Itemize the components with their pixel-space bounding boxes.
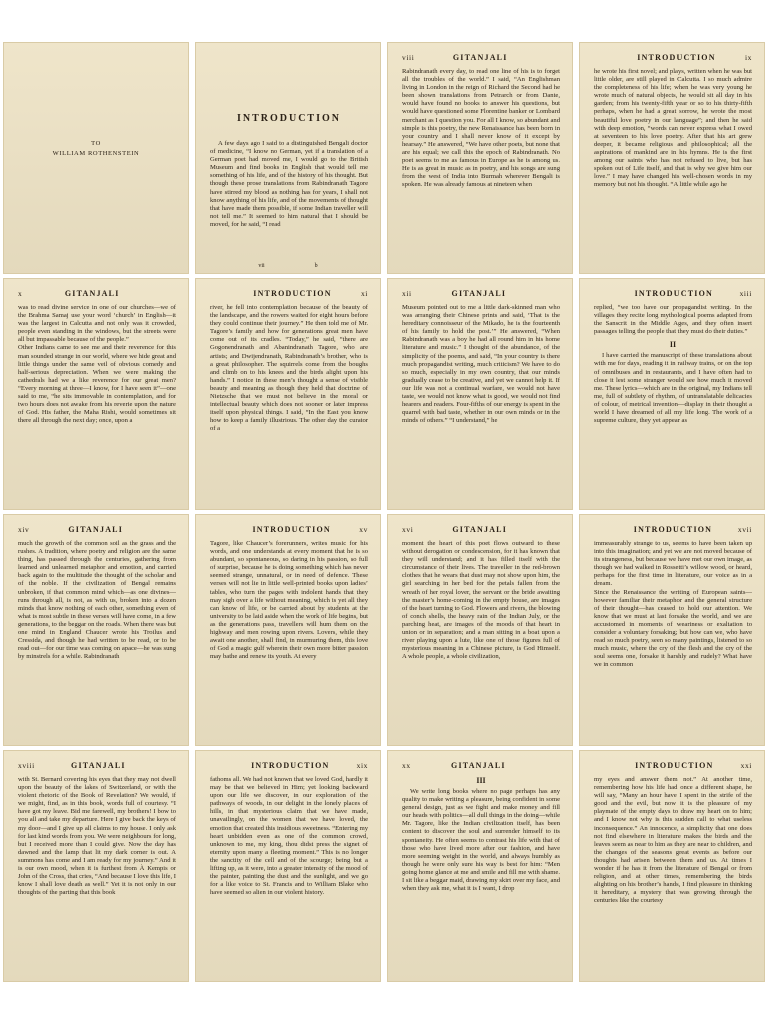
book-page (579, 514, 765, 746)
running-title: INTRODUCTION (637, 53, 716, 62)
page-number: xxi (740, 761, 752, 770)
page-number: x (18, 289, 23, 298)
running-title: GITANJALI (452, 525, 508, 534)
page-text: We write long books where no page perhaps has any quality to make writing a pleasure, being confident in some general design, just as we fight and make money and fill our heads with politics—all dull things in the doing—while Mr. Tagore, like the Indian civilization itself, has been content to discover the soul and surrender himself to its spontaneity. He often seems to contrast his life with that of those who have lived more after our fashion, and have more seeming weight in the world, and always humbly as though he were only sure his way is best for him: “Men going home glance at me and smile and fill me with shame. I sit like a beggar maid, drawing my skirt over my face, and when they ask me, what it is I want, I drop (402, 788, 560, 893)
page-text: was to read divine service in one of our churches—we of the Brahma Samaj use your word ‘church’ in English—it was the largest in Calcutta and not only was it crowded, people even standing in the windows, but the streets were all but impassable because of the people.” Other Indians came to see me and their reverence for this man sounded strange in our world, where we hide great and little things under the same veil of obvious comedy and half-serious depreciation. When we were making the cathedrals had we a like reverence for our great men? “Every morning at three—I know, for I have seen it”—one said to me, “he sits immovable in contemplation, and for two hours does not awake from his reverie upon the nature of God. His father, the Maha Rishi, would sometimes sit there all through the next day; once, upon a (18, 304, 176, 425)
book-page (3, 42, 189, 274)
dedication-line: TO (91, 140, 101, 147)
page-text: he wrote his first novel; and plays, written when he was but little older, are still played in Calcutta. I so much admire the completeness of his life; when he was very young he wrote much of natural objects, he would sit all day in his garden; from his twenty-fifth year or so to his thirty-fifth perhaps, when he had a great sorrow, he wrote the most beautiful love poetry in our language”; and then he said with deep emotion, “words can never express what I owed at seventeen to his love poetry. After that his art grew deeper, it became religious and philosophical; all the aspirations of mankind are in his hymns. He is the first among our saints who has not refused to live, but has spoken out of Life itself, and that is why we give him our love.” I may have changed his well-chosen words in my memory but not his thought. “A little while ago he (594, 68, 752, 189)
running-title: INTRODUCTION (634, 289, 713, 298)
page-number: xi (360, 289, 368, 298)
running-title: INTRODUCTION (252, 525, 331, 534)
book-page (195, 514, 381, 746)
page-footer (196, 263, 380, 269)
page-number: vii (258, 263, 265, 269)
page-text: my eyes and answer them not.” At another time, remembering how his life had once a different shape, he will say, “Many an hour have I spent in the strife of the good and the evil, but now it is the pleasure of my playmate of the empty days to draw my heart on to him; and I know not why is this sudden call to what useless inconsequence.” An innocence, a simplicity that one does not find elsewhere in literature makes the birds and the leaves seem as near to him as they are near to children, and the changes of the seasons great events as before our thoughts had arisen between them and us. At times I wonder if he has it from the literature of Bengal or from religion, and at other times, remembering the birds alighting on his brother’s hands, I find pleasure in thinking it hereditary, a mystery that was growing through the centuries like the courtesy (594, 776, 752, 905)
page-text: Rabindranath every day, to read one line of his is to forget all the troubles of the world.” I said, “An Englishman living in London in the reign of Richard the Second had he been shown translations from Petrarch or from Dante, would have found no books to answer his questions, but would have questioned some Florentine banker or Lombard merchant as I question you. For all I know, so abundant and simple is this poetry, the new Renaissance has been born in your country and I shall never know of it except by hearsay.” He answered, “We have other poets, but none that are his equal; we call this the epoch of Rabindranath. No poet seems to me as famous in Europe as he is among us. He is as great in music as in poetry, and his songs are sung from the west of India into Burmah wherever Bengali is spoken. He was already famous at nineteen when (402, 68, 560, 189)
book-page (579, 750, 765, 982)
running-title: GITANJALI (64, 289, 120, 298)
page-text: much the growth of the common soil as the grass and the rushes. A tradition, where poetry and religion are the same thing, has passed through the centuries, gathering from learned and unlearned metaphor and emotion, and carried back again to the multitude the thought of the scholar and of the noble. If the civilization of Bengal remains unbroken, if that common mind which—as one divines—runs through all, is not, as with us, broken into a dozen minds that know nothing of each other, something even of what is most subtle in these verses will have come, in a few generations, to the beggar on the roads. When there was but one mind in England Chaucer wrote his Troilus and Cressida, and though he had written to be read, or to be read out—for our time was coming on apace—he was sung by minstrels for a while. Rabindranath (18, 540, 176, 661)
page-text: river, he fell into contemplation because of the beauty of the landscape, and the rowers waited for eight hours before they could continue their journey.” He then told me of Mr. Tagore’s family and how for generations great men have come out of its cradles. “Today,” he said, “there are Gogonendranath and Abanindranath Tagore, who are artists; and Dwijendranath, Rabindranath’s brother, who is a great philosopher. The squirrels come from the boughs and climb on to his knees and the birds alight upon his hands.” I notice in these men’s thought a sense of visible beauty and meaning as though they held that doctrine of Nietzsche that we must not believe in the moral or intellectual beauty which does not sooner or later impress itself upon physical things. I said, “In the East you know how to keep a family illustrious. The other day the curator of a (210, 304, 368, 433)
running-title: INTRODUCTION (253, 289, 332, 298)
page-text: with St. Bernard covering his eyes that they may not dwell upon the beauty of the lakes of Switzerland, or with the violent rhetoric of the Book of Revelation? We would, if we might, find, as in this book, words full of courtesy. “I have got my leave. Bid me farewell, my brothers! I bow to you all and take my departure. Here I give back the keys of my door—and I give up all claims to my house. I only ask for last kind words from you. We were neighbours for long, but I received more than I could give. Now the day has dawned and the lamp that lit my dark corner is out. A summons has come and I am ready for my journey.” And it is our own mood, when it is furthest from À Kempis or John of the Cross, that cries, “And because I love this life, I know I shall love death as well.” Yet it is not only in our thoughts of the parting that this book (18, 776, 176, 897)
book-page (387, 278, 573, 510)
dedication (4, 139, 188, 159)
book-page (195, 42, 381, 274)
page-number: ix (744, 53, 752, 62)
running-title: INTRODUCTION (251, 761, 330, 770)
running-head (18, 525, 176, 534)
chapter-title: INTRODUCTION (236, 113, 341, 124)
running-head (402, 53, 560, 62)
section-number: III (476, 776, 486, 785)
page-text: A few days ago I said to a distinguished Bengali doctor of medicine, “I know no German, yet if a translation of a German poet had moved me, I would go to the British Museum and find books in English that would tell me something of his life, and of the history of his thought. But though these prose translations from Rabindranath Tagore have stirred my blood as nothing has for years, I shall not know anything of his life, and of the movements of thought that have made them possible, if some Indian traveller will not tell me.” It seemed to him natural that I should be moved, for he said, “I read (210, 140, 368, 228)
running-title: GITANJALI (451, 761, 506, 770)
page-text: Tagore, like Chaucer’s forerunners, writes music for his words, and one understands at every moment that he is so abundant, so spontaneous, so daring in his passion, so full of surprise, because he is doing something which has never seemed strange, unnatural, or in need of defence. These verses will not lie in little well-printed books upon ladies’ tables, who turn the pages with indolent hands that they may sigh over a life without meaning, which is yet all they can know of life, or be carried about by students at the university to be laid aside when the work of life begins, but as the generations pass, travellers will hum them on the highway and men rowing upon rivers. Lovers, while they await one another, shall find, in murmuring them, this love of God a magic gulf wherein their own more bitter passion may bathe and renew its youth. At every (210, 540, 368, 661)
page-text: immeasurably strange to us, seems to have been taken up into this imagination; and yet we are not moved because of its strangeness, but because we have met our own image, as though we had walked in Rossetti’s willow wood, or heard, perhaps for the first time in literature, our voice as in a dream. Since the Renaissance the writing of European saints—however familiar their metaphor and the general structure of their thought—has ceased to hold our attention. We know that we must at last forsake the world, and we are accustomed in moments of weariness or exaltation to consider a voluntary forsaking; but how can we, who have read so much poetry, seen so many paintings, listened to so much music, where the cry of the flesh and the cry of the soul seems one, forsake it harshly and rudely? What have we in common (594, 540, 752, 669)
page-number: xx (402, 761, 411, 770)
running-head (18, 289, 176, 298)
running-head (210, 761, 368, 770)
signature-mark: b (314, 263, 318, 269)
running-head (402, 525, 560, 534)
page-grid (0, 40, 768, 985)
running-head (402, 289, 560, 298)
page-number: xix (356, 761, 368, 770)
running-head (210, 525, 368, 534)
running-title: GITANJALI (452, 53, 508, 62)
dedication-line: WILLIAM ROTHENSTEIN (52, 150, 140, 157)
running-head (594, 289, 752, 298)
page-text: I have carried the manuscript of these translations about with me for days, reading it in railway trains, or on the top of omnibuses and in restaurants, and I have often had to close it lest some stranger would see how much it moved me. These lyrics—which are in the original, my Indians tell me, full of subtlety of rhythm, of untranslatable delicacies of colour, of metrical invention—display in their thought a world I have dreamed of all my life long. The work of a supreme culture, they yet appear as (594, 352, 752, 425)
section-number: II (669, 340, 677, 350)
running-head (402, 761, 560, 770)
page-number: xviii (18, 761, 35, 770)
book-page (387, 42, 573, 274)
book-page (387, 750, 573, 982)
book-page (3, 514, 189, 746)
running-title: INTRODUCTION (633, 525, 713, 534)
book-page (387, 514, 573, 746)
book-page (579, 278, 765, 510)
page-text: moment the heart of this poet flows outward to these without derogation or condescension, for it has known that they will understand; and it has filled itself with the circumstance of their lives. The traveller in the red-brown clothes that he wears that dust may not show upon him, the girl searching in her bed for the petals fallen from the wreath of her royal lover, the servant or the bride awaiting the master’s home-coming in the empty house, are images of the heart turning to God. Flowers and rivers, the blowing of conch shells, the heavy rain of the Indian July, or the parching heat, are images of the moods of that heart in union or in separation; and a man sitting in a boat upon a river playing upon a lute, like one of those figures full of mysterious meaning in a Chinese picture, is God Himself. A whole people, a whole civilization, (402, 540, 560, 661)
running-title: GITANJALI (68, 525, 124, 534)
page-text: Museum pointed out to me a little dark-skinned man who was arranging their Chinese prints and said, ‘That is the hereditary connoisseur of the Mikado, he is the fourteenth of his family to hold the post.’” He answered, “When Rabindranath was a boy he had all round him in his home literature and music.” I thought of the abundance, of the simplicity of the poems, and said, “In your country is there much propagandist writing, much criticism? We have to do so much, especially in my own country, that our minds gradually cease to be creative, and yet we cannot help it. If our life was not a continual warfare, we would not have taste, we would not know what is good, we would not find hearers and readers. Four-fifths of our energy is spent in the quarrel with bad taste, whether in our own minds or in the minds of others.” “I understand,” he (402, 304, 560, 425)
book-page (195, 278, 381, 510)
book-page (195, 750, 381, 982)
page-number: xv (359, 525, 368, 534)
running-head (594, 761, 752, 770)
page-number: xiii (739, 289, 752, 298)
book-page (3, 750, 189, 982)
running-head (18, 761, 176, 770)
page-text: fathoms all. We had not known that we loved God, hardly it may be that we believed in Him; yet looking backward upon our life we discover, in our exploration of the pathways of woods, in our delight in the lonely places of hills, in that mysterious claim that we have made, unavailingly, on the women that we have loved, the emotion that created this insidious sweetness. “Entering my heart unbidden even as one of the common crowd, unknown to me, my king, thou didst press the signet of eternity upon many a fleeting moment.” This is no longer the sanctity of the cell and of the scourge; being but a lifting up, as it were, into a greater intensity of the mood of the painter, painting the dust and the sunlight, and we go for a like voice to St. Francis and to William Blake who have seemed so alien in our violent history. (210, 776, 368, 897)
running-title: GITANJALI (71, 761, 126, 770)
book-page (3, 278, 189, 510)
running-head (210, 289, 368, 298)
running-head (594, 53, 752, 62)
page-number: viii (402, 53, 415, 62)
page-number: xiv (18, 525, 30, 534)
page-number: xvii (737, 525, 752, 534)
page-number: xii (402, 289, 412, 298)
running-title: INTRODUCTION (635, 761, 714, 770)
running-title: GITANJALI (451, 289, 507, 298)
page-number: xvi (402, 525, 414, 534)
page-text: replied, “we too have our propagandist writing. In the villages they recite long mythological poems adapted from the Sanscrit in the Middle Ages, and they often insert passages telling the people that they must do their duties.” (594, 304, 752, 336)
book-page (579, 42, 765, 274)
running-head (594, 525, 752, 534)
